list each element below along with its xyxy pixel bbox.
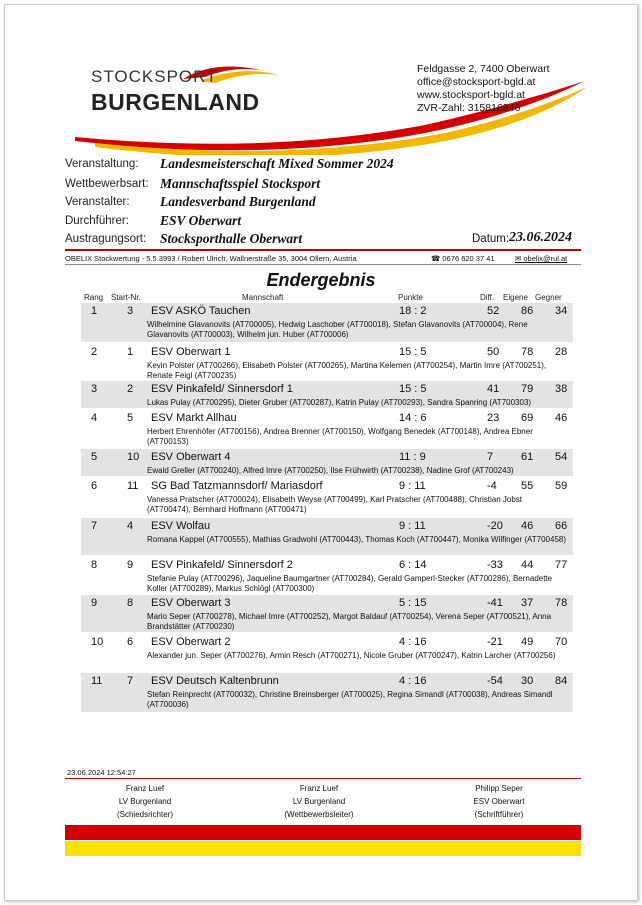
row-start-nr: 5 bbox=[127, 412, 134, 424]
row-rang: 9 bbox=[91, 597, 98, 609]
row-diff: 41 bbox=[487, 383, 500, 395]
row-diff: -4 bbox=[487, 480, 497, 492]
row-eigene: 55 bbox=[521, 480, 534, 492]
row-eigene: 79 bbox=[521, 383, 534, 395]
signature-role: (Schriftführer) bbox=[474, 810, 524, 819]
contact-zvr: ZVR-Zahl: 315816946 bbox=[417, 102, 521, 114]
table-row bbox=[81, 595, 573, 632]
row-gegner: 84 bbox=[555, 675, 568, 687]
row-diff: 7 bbox=[487, 451, 494, 463]
row-start-nr: 6 bbox=[127, 636, 134, 648]
row-eigene: 78 bbox=[521, 346, 534, 358]
row-team: ESV Pinkafeld/ Sinnersdorf 2 bbox=[151, 559, 293, 571]
row-players: Wilhelmine Glavanovits (AT700005), Hedwig Laschober (AT700018), Stefan Glavanovits (AT700004), Rene Glavanovits (AT700003), Wilhelm jun. Huber (AT700006) bbox=[147, 320, 528, 339]
table-row bbox=[81, 557, 573, 593]
row-team: ESV Markt Allhau bbox=[151, 412, 237, 424]
row-players: Alexander jun. Seper (AT700276), Armin Resch (AT700271), Nicole Gruber (AT700247), Katrin Larcher (AT700256) bbox=[147, 651, 556, 660]
row-team: ESV Oberwart 2 bbox=[151, 636, 231, 648]
row-team: ESV Oberwart 1 bbox=[151, 346, 231, 358]
signature-wettbewerbsleiter bbox=[249, 782, 389, 821]
row-start-nr: 9 bbox=[127, 559, 134, 571]
row-rang: 3 bbox=[91, 383, 98, 395]
table-row bbox=[81, 303, 573, 342]
row-diff: -20 bbox=[487, 520, 503, 532]
signature-schiedsrichter bbox=[75, 782, 215, 821]
row-players: Ewald Greller (AT700240), Alfred Imre (AT700250), Ilse Frühwirth (AT700238), Nadine Grof (AT700243) bbox=[147, 466, 514, 475]
row-rang: 11 bbox=[91, 675, 103, 687]
row-punkte: 5 : 15 bbox=[399, 597, 427, 609]
row-punkte: 9 : 11 bbox=[399, 520, 426, 532]
row-diff: -33 bbox=[487, 559, 503, 571]
header-divider bbox=[65, 249, 581, 251]
row-start-nr: 11 bbox=[127, 480, 139, 492]
row-punkte: 6 : 14 bbox=[399, 559, 427, 571]
row-diff: -41 bbox=[487, 597, 503, 609]
row-gegner: 78 bbox=[555, 597, 568, 609]
info-value: Landesverband Burgenland bbox=[160, 194, 316, 209]
signature-name: Franz Luef bbox=[125, 784, 165, 793]
row-punkte: 11 : 9 bbox=[399, 451, 426, 463]
row-team: ESV Oberwart 3 bbox=[151, 597, 231, 609]
header-rang: Rang bbox=[84, 293, 104, 302]
table-row bbox=[81, 344, 573, 379]
info-row-wettbewerbsart bbox=[65, 177, 585, 194]
row-punkte: 15 : 5 bbox=[399, 346, 427, 358]
obelix-credit: OBELIX Stockwertung - 5.5.3993 / Robert Ulrich, Wallnerstraße 35, 3004 Ollern, Austria bbox=[65, 254, 357, 263]
row-gegner: 77 bbox=[555, 559, 568, 571]
signature-name: Philipp Seper bbox=[475, 784, 523, 793]
contact-email: office@stocksport-bgld.at bbox=[417, 76, 536, 88]
info-row-veranstalter bbox=[65, 195, 585, 212]
info-label: Wettbewerbsart: bbox=[65, 178, 149, 190]
page-title: Endergebnis bbox=[266, 270, 376, 290]
obelix-divider bbox=[65, 264, 581, 265]
row-punkte: 4 : 16 bbox=[399, 636, 427, 648]
header-diff: Diff. bbox=[480, 293, 495, 302]
row-punkte: 18 : 2 bbox=[399, 305, 427, 317]
table-row bbox=[81, 478, 573, 516]
row-start-nr: 7 bbox=[127, 675, 134, 687]
row-gegner: 38 bbox=[555, 383, 568, 395]
row-diff: -54 bbox=[487, 675, 503, 687]
table-row bbox=[81, 673, 573, 712]
signature-schriftfuehrer bbox=[429, 782, 569, 821]
header-eigene: Eigene bbox=[503, 293, 528, 302]
row-start-nr: 1 bbox=[127, 346, 134, 358]
signature-org: ESV Oberwart bbox=[473, 797, 525, 806]
row-gegner: 54 bbox=[555, 451, 568, 463]
table-row bbox=[81, 634, 573, 671]
row-start-nr: 2 bbox=[127, 383, 134, 395]
row-rang: 7 bbox=[91, 520, 98, 532]
row-rang: 2 bbox=[91, 346, 98, 358]
row-players: Stefan Reinprecht (AT700032), Christine Breinsberger (AT700025), Regina Simandl (AT700038), Andreas Simandl (AT700036) bbox=[147, 690, 553, 709]
row-punkte: 9 : 11 bbox=[399, 480, 426, 492]
header-punkte: Punkte bbox=[398, 293, 423, 302]
table-row bbox=[81, 449, 573, 476]
row-start-nr: 8 bbox=[127, 597, 134, 609]
row-eigene: 37 bbox=[521, 597, 534, 609]
row-eigene: 61 bbox=[521, 451, 534, 463]
contact-website: www.stocksport-bgld.at bbox=[417, 89, 525, 101]
header-gegner: Gegner bbox=[535, 293, 562, 302]
signature-org: LV Burgenland bbox=[292, 797, 346, 806]
signature-role: (Wettbewerbsleiter) bbox=[284, 810, 354, 819]
row-diff: -21 bbox=[487, 636, 503, 648]
row-punkte: 15 : 5 bbox=[399, 383, 427, 395]
timestamp: 23.06.2024 12:54:27 bbox=[67, 768, 136, 777]
info-label: Veranstaltung: bbox=[65, 158, 139, 170]
footer-divider bbox=[65, 778, 581, 779]
datum-value: 23.06.2024 bbox=[509, 230, 572, 245]
table-row bbox=[81, 410, 573, 447]
row-gegner: 46 bbox=[555, 412, 568, 424]
row-players: Vanessa Pratscher (AT700024), Elisabeth Weyse (AT700499), Karl Pratscher (AT700488), Christian Jobst (AT700474), Bernhard Hoffmann (AT700471) bbox=[147, 495, 522, 514]
logo-text-burgenland: BURGENLAND bbox=[91, 89, 260, 115]
info-value: ESV Oberwart bbox=[160, 213, 242, 228]
signature-name: Franz Luef bbox=[299, 784, 339, 793]
row-punkte: 14 : 6 bbox=[399, 412, 427, 424]
row-players: Mario Seper (AT700278), Michael Imre (AT700252), Margot Baldauf (AT700254), Verena Seper (AT700521), Anna Brandstätter (AT700230) bbox=[147, 612, 552, 631]
row-diff: 23 bbox=[487, 412, 500, 424]
row-players: Stefanie Pulay (AT700296), Jaqueline Baumgartner (AT700284), Gerald Gamperl-Stecker (AT700286), Bernadette Koller (AT700289), Markus Schlögl (AT700300) bbox=[147, 574, 553, 593]
row-rang: 6 bbox=[91, 480, 98, 492]
row-eigene: 49 bbox=[521, 636, 534, 648]
table-row bbox=[81, 518, 573, 555]
signature-role: (Schiedsrichter) bbox=[116, 810, 173, 819]
row-diff: 52 bbox=[487, 305, 500, 317]
info-value: Mannschaftsspiel Stocksport bbox=[160, 176, 321, 191]
row-start-nr: 4 bbox=[127, 520, 134, 532]
row-eigene: 86 bbox=[521, 305, 534, 317]
row-eigene: 30 bbox=[521, 675, 534, 687]
row-gegner: 28 bbox=[555, 346, 568, 358]
row-diff: 50 bbox=[487, 346, 500, 358]
results-page bbox=[4, 4, 638, 901]
row-gegner: 70 bbox=[555, 636, 568, 648]
obelix-mail[interactable]: ✉ obelix@rul.at bbox=[515, 254, 568, 263]
info-row-veranstaltung bbox=[65, 157, 585, 174]
row-eigene: 69 bbox=[521, 412, 534, 424]
obelix-phone: ☎ 0676 620 37 41 bbox=[431, 254, 495, 263]
contact-address: Feldgasse 2, 7400 Oberwart bbox=[417, 63, 550, 75]
obelix-line bbox=[65, 254, 585, 263]
row-punkte: 4 : 16 bbox=[399, 675, 427, 687]
datum-label: Datum: bbox=[472, 233, 510, 245]
flag-band-red bbox=[65, 825, 581, 840]
row-start-nr: 10 bbox=[127, 451, 140, 463]
row-team: ESV Oberwart 4 bbox=[151, 451, 231, 463]
info-label: Veranstalter: bbox=[65, 196, 130, 208]
row-eigene: 46 bbox=[521, 520, 534, 532]
row-gegner: 59 bbox=[555, 480, 568, 492]
info-row-austragungsort bbox=[65, 232, 585, 249]
row-team: ESV ASKÖ Tauchen bbox=[151, 305, 251, 317]
row-rang: 8 bbox=[91, 559, 98, 571]
row-start-nr: 3 bbox=[127, 305, 134, 317]
row-gegner: 34 bbox=[555, 305, 568, 317]
header-mannschaft: Mannschaft bbox=[242, 293, 284, 302]
row-players: Lukas Pulay (AT700295), Dieter Gruber (AT700287), Katrin Pulay (AT700293), Sandra Spanring (AT700303) bbox=[147, 398, 532, 407]
row-rang: 5 bbox=[91, 451, 98, 463]
row-rang: 4 bbox=[91, 412, 98, 424]
row-eigene: 44 bbox=[521, 559, 534, 571]
info-label: Austragungsort: bbox=[65, 233, 147, 245]
row-rang: 1 bbox=[91, 305, 98, 317]
flag-band-yellow bbox=[65, 841, 581, 856]
info-label: Durchführer: bbox=[65, 215, 129, 227]
contact-block bbox=[417, 63, 550, 115]
row-team: ESV Pinkafeld/ Sinnersdorf 1 bbox=[151, 383, 293, 395]
signature-org: LV Burgenland bbox=[118, 797, 172, 806]
row-players: Romana Kappel (AT700555), Mathias Gradwohl (AT700443), Thomas Koch (AT700447), Monika Wilfinger (AT700458) bbox=[147, 535, 567, 544]
row-players: Herbert Ehrenhöfer (AT700156), Andrea Brenner (AT700150), Wolfgang Benedek (AT700148), Andrea Ebner (AT700153) bbox=[147, 427, 533, 446]
info-row-durchfuehrer bbox=[65, 214, 585, 231]
row-team: ESV Deutsch Kaltenbrunn bbox=[151, 675, 279, 687]
row-players: Kevin Polster (AT700266), Elisabeth Polster (AT700265), Martina Kelemen (AT700254), Martin Imre (AT700251), Renate Feigl (AT700235) bbox=[147, 361, 547, 380]
table-row bbox=[81, 381, 573, 408]
info-value: Stocksporthalle Oberwart bbox=[160, 231, 303, 246]
header-start-nr: Start-Nr. bbox=[111, 293, 141, 302]
info-value: Landesmeisterschaft Mixed Sommer 2024 bbox=[160, 156, 394, 171]
row-rang: 10 bbox=[91, 636, 104, 648]
logo-text-stocksport: STOCKSPORT bbox=[91, 67, 218, 86]
row-team: ESV Wolfau bbox=[151, 520, 211, 532]
row-gegner: 66 bbox=[555, 520, 568, 532]
row-team: SG Bad Tatzmannsdorf/ Mariasdorf bbox=[151, 480, 323, 492]
